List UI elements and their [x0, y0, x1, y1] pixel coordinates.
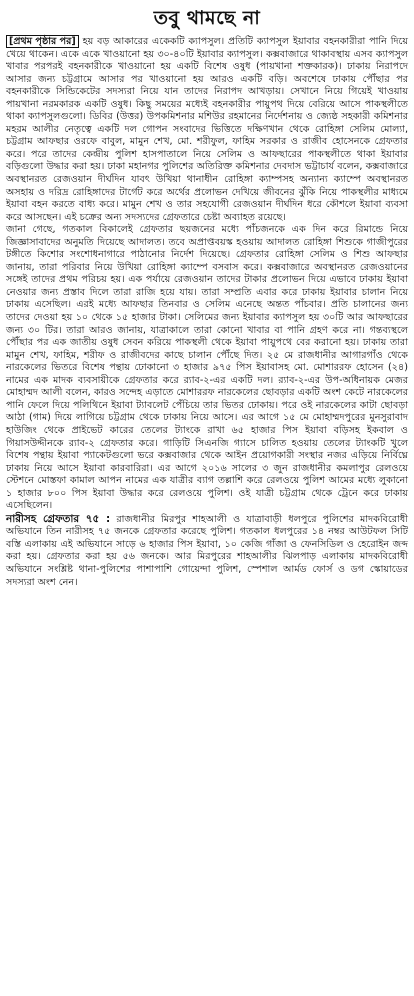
paragraph-3-text: রাজধানীর মিরপুর শাহআলী ও যাত্রাবাড়ী ধলপুরে পুলিশের মাদকবিরোধী অভিযানে তিন নারীসহ ৭৫ জনকে গ্রেফতার করেছে পুলিশ। গতকাল ধলপুরের ১৪ নম্বর আউটফল সিটি বস্তি এলাকায় এই অভিযানে সাড়ে ৬ হাজার পিস ইয়াবা, ১০ কেজি গাঁজা ও ফেনসিডিল ও হেরোইন জব্দ করা হয়। গ্রেফতার করা হয় ৫৬ জনকে। আর মিরপুরের শাহআলীর ঝিলপাড় এলাকায় মাদকবিরোধী অভিযানে সংশ্লিষ্ট থানা-পুলিশের পাশাপাশি গোয়েন্দা পুলিশ, স্পেশাল আর্মড ফোর্স ও ডগ স্কোয়াডের সদস্যরা অংশ নেন।: [6, 513, 408, 588]
article-headline: তবু থামছে না: [153, 7, 261, 29]
article-paragraph-2: জানা গেছে, গতকাল বিকালেই গ্রেফতার ছয়জনের মধ্যে পাঁচজনকে এক দিন করে রিমান্ডে নিয়ে জিজ্ঞাসাবাদের অনুমতি দিয়েছে আদালত। তবে অপ্রাপ্তবয়স্ক হওয়ায় আদালত রোহিঙ্গা শিশুকে গাজীপুরের টঙ্গীতে কিশোর সংশোধনাগারে পাঠানোর নির্দেশ দিয়েছে। গ্রেফতার রোহিঙ্গা সেলিম ও শিশু আফছার জানায়, তারা পরিবার নিয়ে উখিয়া রোহিঙ্গা ক্যাম্পে বসবাস করে। কক্সবাজারে অবস্থানরত রেজওয়ানের সঙ্গেই তাদের প্রথম পরিচয় হয়। এক পর্যায়ে রেজওয়ান তাদের টাকার প্রলোভন দিয়ে এভাবে ঢাকায় ইয়াবা নেওয়ার জন্য প্রস্তাব দিলে তারা রাজি হয়ে যায়। তারা সম্প্রতি এবার করে ঢাকায় ইয়াবার চালান নিয়ে ঢাকায় এসেছিল। এরই মধ্যে আফছার তিনবার ও সেলিম এনেছে অন্তত পাঁচবার। প্রতি চালানের জন্য তাদের দেওয়া হয় ১০ থেকে ১৫ হাজার টাকা। সেলিমের জন্য ইয়াবার ক্যাপসুল হয় ৩০টি আর আফছারের জন্য ৩০ টির। তারা আরও জানায়, যাত্রাকালে তারা কোনো খাবার বা পানি গ্রহণ করে না। গন্তব্যস্থলে পৌঁছার পর এক জাতীয় ওষুধ সেবন করিয়ে পাকস্থলী থেকে ইয়াবা পায়ুপথে বের করানো হয়। ঢাকায় তারা মামুন শেখ, ফাহিম, শরীফ ও রাজীবদের কাছে চালান পৌঁছে দিত। ২৫ মে রাজধানীর আগারগাঁও থেকে নারকেলের ভিতরে বিশেষ পন্থায় ঢোকানো ৩ হাজার ৯৭৫ পিস ইয়াবাসহ মো. মোশাররফ হোসেন (২৪) নামের এক মাদক ব্যবসায়ীকে গ্রেফতার করে র‌্যাব-২-এর একটি দল। র‌্যাব-২-এর উপ-অধিনায়ক মেজর মোহাম্মদ আলী বলেন, কারও সন্দেহ এড়াতে মোশাররফ নারকেলের ছোবড়ার একটি অংশ কেটে নারকেলের পানি ফেলে দিয়ে পলিথিনে ইয়াবা ট্যাবলেট পেঁচিয়ে তার ভিতর ঢোকায়। পরে ওই নারকেলের কাটা ছোবড়া আঠা (গাম) দিয়ে লাগিয়ে চট্টগ্রাম থেকে ঢাকায় নিয়ে আসে। এর আগে ১৫ মে মোহাম্মদপুরের মুনসুরাবাদ হাউজিং থেকে প্রাইভেট কারের তেলের ট্যাংকে রাখা ৬৫ হাজার পিস ইয়াবা বড়িসহ ইকবাল ও গিয়াসউদ্দীনকে র‌্যাব-২ গ্রেফতার করে। গাড়িটি সিএনজি গ্যাসে চালিত হওয়ায় তেলের ট্যাংকটি খুলে বিশেষ পন্থায় ইয়াবা প্যাকেটগুলো ভরে কক্সবাজার থেকে আইন প্রয়োগকারী সংস্থার নজর এড়িয়ে নির্বিঘ্নে ঢাকায় নিয়ে আসে ইয়াবা কারবারিরা। এর আগে ২০১৬ সালের ৩ জুন রাজধানীর কমলাপুর রেলওয়ে স্টেশনে মোস্তফা কামাল আপন নামের এক যাত্রীর ব্যাগ তল্লাশি করে রেলওয়ে পুলিশ আমের মধ্যে লুকানো ১ হাজার ৮০০ পিস ইয়াবা উদ্ধার করে রেলওয়ে পুলিশ। ওই যাত্রী চট্টগ্রাম থেকে ট্রেনে করে ঢাকায় এসেছিলেন।: [6, 224, 408, 512]
continued-from-tag: [প্রথম পৃষ্ঠার পর]: [6, 35, 79, 48]
article-subhead: নারীসহ গ্রেফতার ৭৫ :: [6, 512, 111, 525]
paragraph-1-text: হয় বড় আকারের একেকটি ক্যাপসুল। প্রতিটি ক্যাপসুল ইয়াবার বহনকারীরা পানি দিয়ে খেয়ে থাকেন। একে একে খাওয়ানো হয় ৩০-৪০টি ইয়াবার ক্যাপসুল। কক্সবাজারে থাকাবস্থায় এসব ক্যাপসুল খাবার পরপরই বহনকারীকে খাওয়ানো হয় একটি বিশেষ ওষুধ (পায়খানা শক্তকারক)। ঢাকায় নিরাপদে আসার জন্য চট্টগ্রামে আসার পর খাওয়ানো হয় আরও একটি বড়ি। অবশেষে ঢাকায় পৌঁছার পর বহনকারীকে সিন্ডিকেটের সদস্যরা নিয়ে যান তাদের নিরাপদ আখড়ায়। সেখানে নিয়ে গিয়েই খাওয়ায় পায়খানা নরমকারক একটি ওষুধ। কিছু সময়ের মধ্যেই বহনকারীর পায়ুপথ দিয়ে বেরিয়ে আসে পাকস্থলীতে থাকা ক্যাপসুলগুলো। ডিবির (উত্তর) উপকমিশনার মশিউর রহমানের নির্দেশনায় ও জ্যেষ্ঠ সহকারী কমিশনার মহরম আলীর নেতৃত্বে একটি দল গোপন সংবাদের ভিত্তিতে দক্ষিণখান থেকে রোহিঙ্গা সেলিম মোল্যা, চট্টগ্রাম আফছার ওরফে বাবুল, মামুন শেখ, মো. শরীফুল, ফাহিম সরকার ও রাজীব হোসেনকে গ্রেফতার করে। পরে তাদের কেন্দ্রীয় পুলিশ হাসপাতালে নিয়ে সেলিম ও আফছারের পাকস্থলীতে থাকা ইয়াবার বড়িগুলো উদ্ধার করা হয়। ঢাকা মহানগর পুলিশের অতিরিক্ত কমিশনার দেবদাস ভট্টাচার্য বলেন, কক্সবাজারে অবস্থানরত রেজওয়ান দীর্ঘদিন যাবৎ উখিয়া থানাধীন রোহিঙ্গা ক্যাম্পসহ অন্যান্য ক্যাম্পে অবস্থানরত অসহায় ও দরিদ্র রোহিঙ্গাদের টার্গেট করে অর্থের প্রলোভন দেখিয়ে জীবনের ঝুঁকি নিয়ে পাকস্থলীর মাধ্যমে ইয়াবা বহন করতে বাধ্য করে। মামুন শেখ ও তার সহযোগী রেজওয়ান দীর্ঘদিন ধরে কৌশলে ইয়াবা ব্যবসা করে আসছেন। এই চক্রের অন্য সদস্যদের গ্রেফতারে চেষ্টা অব্যাহত রয়েছে।: [6, 36, 408, 223]
article-paragraph-3: [6, 513, 408, 589]
article-body: [6, 35, 408, 589]
article-paragraph-1: [6, 35, 408, 224]
